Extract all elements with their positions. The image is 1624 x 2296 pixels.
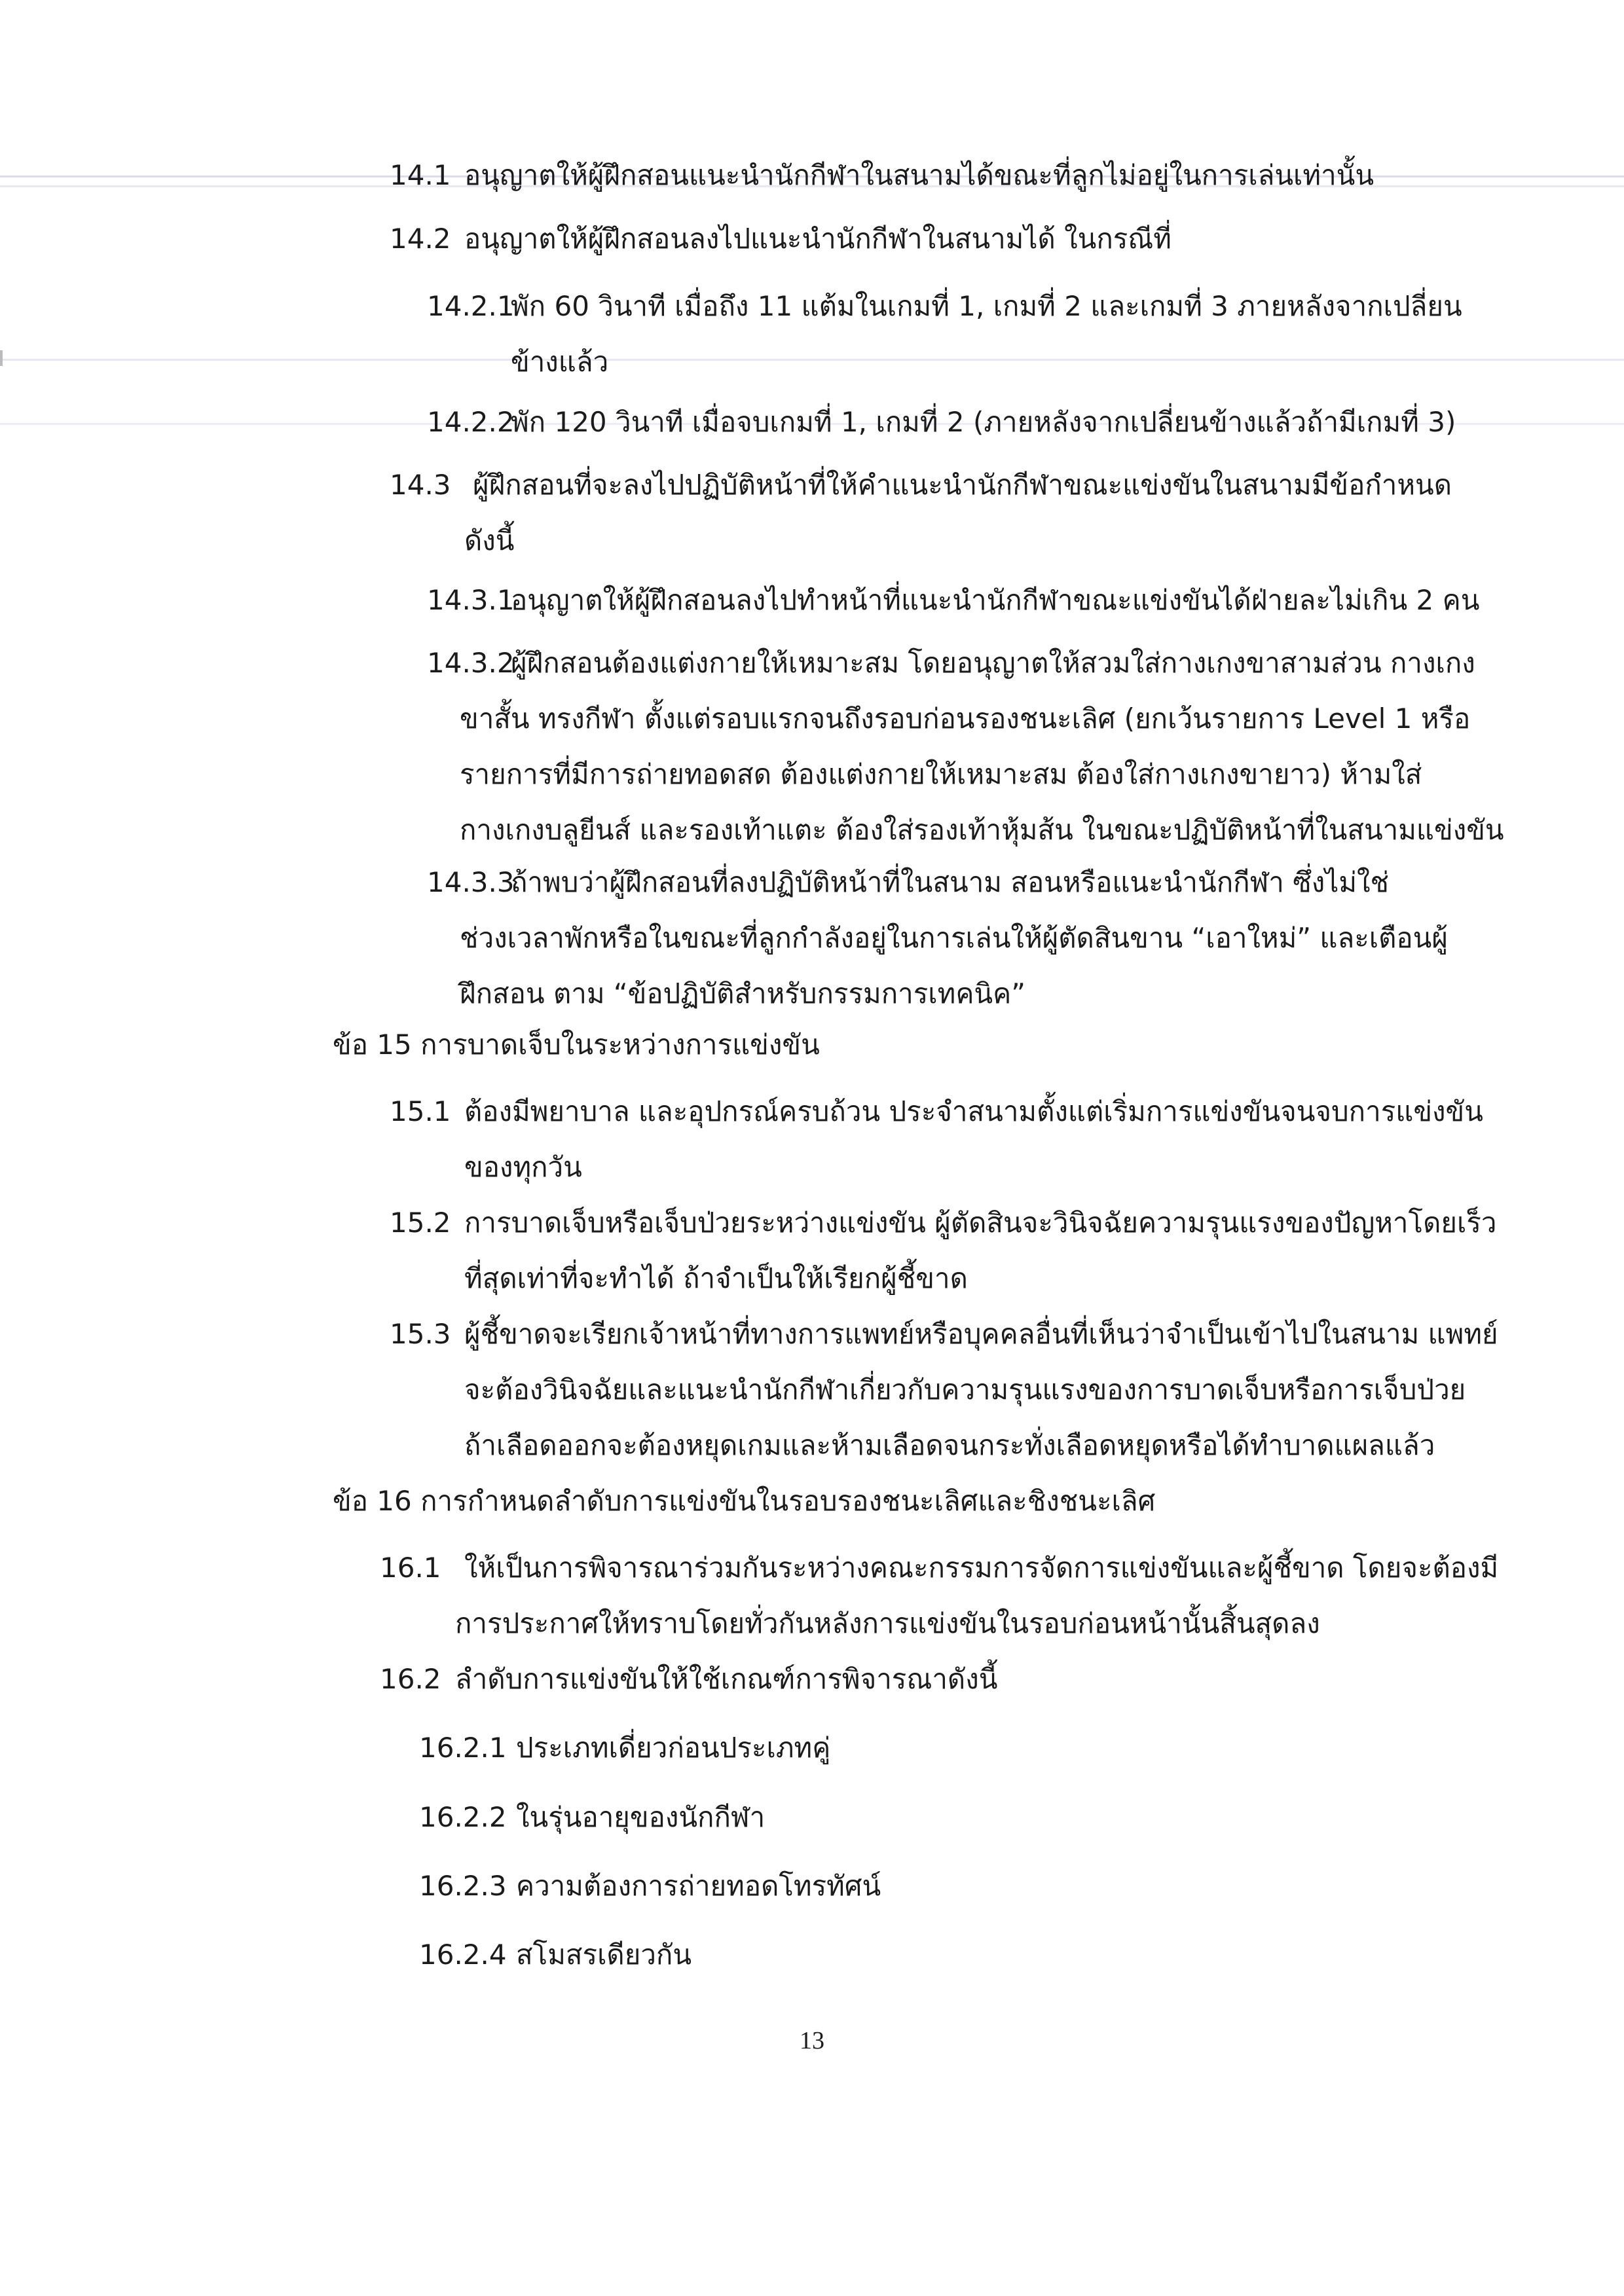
article-16-heading [333, 1473, 1446, 1529]
section-15-3 [390, 1306, 1498, 1473]
section-text-line: ที่สุดเท่าที่จะทำได้ ถ้าจำเป็นให้เรียกผู้ชี้ขาด [464, 1262, 968, 1294]
section-text-line: ช่วงเวลาพักหรือในขณะที่ลูกกำลังอยู่ในการเล่นให้ผู้ตัดสินขาน “เอาใหม่” และเตือนผู้ [460, 922, 1448, 954]
section-16-2-1 [419, 1720, 1401, 1776]
article-heading-text: ข้อ 15 การบาดเจ็บในระหว่างการแข่งขัน [333, 1029, 820, 1061]
section-14-2 [390, 211, 1346, 266]
section-number: 15.2 [390, 1207, 451, 1239]
section-text-line: ฝึกสอน ตาม “ข้อปฏิบัติสำหรับกรรมการเทคนิค” [460, 977, 1025, 1010]
section-number: 15.3 [390, 1318, 451, 1350]
page-number: 13 [800, 2027, 824, 2054]
section-text: ลำดับการแข่งขันให้ใช้เกณฑ์การพิจารณาดังนี้ [455, 1663, 998, 1695]
section-text: อนุญาตให้ผู้ฝึกสอนลงไปแนะนำนักกีฬาในสนามได้ ในกรณีที่ [464, 223, 1172, 255]
section-text-line: ให้เป็นการพิจารณาร่วมกันระหว่างคณะกรรมการจัดการแข่งขันและผู้ชี้ขาด โดยจะต้องมี [464, 1552, 1499, 1584]
section-number: 16.2.4 [419, 1939, 507, 1971]
section-14-1 [390, 147, 1375, 203]
section-text-line: จะต้องวินิจฉัยและแนะนำนักกีฬาเกี่ยวกับความรุนแรงของการบาดเจ็บหรือการเจ็บป่วย [464, 1374, 1466, 1406]
section-text-line: รายการที่มีการถ่ายทอดสด ต้องแต่งกายให้เหมาะสม ต้องใส่กางเกงขายาว) ห้ามใส่ [460, 758, 1422, 790]
section-number: 15.1 [390, 1095, 451, 1127]
section-14-2-2 [427, 394, 1475, 450]
section-text: อนุญาตให้ผู้ฝึกสอนลงไปทำหน้าที่แนะนำนักกีฬาขณะแข่งขันได้ฝ่ายละไม่เกิน 2 คน [511, 584, 1480, 616]
section-number: 14.2.2 [427, 406, 515, 438]
section-text-line: การประกาศให้ทราบโดยทั่วกันหลังการแข่งขันในรอบก่อนหน้านั้นสิ้นสุดลง [455, 1607, 1320, 1639]
section-text-line: ผู้ชี้ขาดจะเรียกเจ้าหน้าที่ทางการแพทย์หรือบุคคลอื่นที่เห็นว่าจำเป็นเข้าไปในสนาม แพทย์ [464, 1318, 1498, 1350]
section-text-line: ดังนี้ [464, 524, 515, 556]
section-text: ความต้องการถ่ายทอดโทรทัศน์ [516, 1870, 881, 1902]
section-text-line: ผู้ฝึกสอนที่จะลงไปปฏิบัติหน้าที่ให้คำแนะนำนักกีฬาขณะแข่งขันในสนามมีข้อกำหนด [473, 469, 1452, 501]
section-text-line: ต้องมีพยาบาล และอุปกรณ์ครบถ้วน ประจำสนามตั้งแต่เริ่มการแข่งขันจนจบการแข่งขัน [464, 1095, 1483, 1127]
section-text-line: ของทุกวัน [464, 1151, 582, 1183]
section-text-line: ผู้ฝึกสอนต้องแต่งกายให้เหมาะสม โดยอนุญาตให้สวมใส่กางเกงขาสามส่วน กางเกง [511, 647, 1475, 679]
section-number: 14.3 [390, 469, 451, 501]
section-text-line: การบาดเจ็บหรือเจ็บป่วยระหว่างแข่งขัน ผู้ตัดสินจะวินิจฉัยความรุนแรงของปัญหาโดยเร็ว [464, 1207, 1497, 1239]
section-text-line: ข้างแล้ว [511, 346, 609, 378]
section-text-line: พัก 60 วินาที เมื่อถึง 11 แต้มในเกมที่ 1, เกมที่ 2 และเกมที่ 3 ภายหลังจากเปลี่ยน [511, 290, 1462, 322]
section-number: 14.3.2 [427, 647, 515, 679]
section-number: 16.2 [380, 1663, 441, 1695]
section-14-2-1 [427, 278, 1475, 390]
section-number: 16.2.3 [419, 1870, 507, 1902]
section-text-line: กางเกงบลูยีนส์ และรองเท้าแตะ ต้องใส่รองเท้าหุ้มส้น ในขณะปฏิบัติหน้าที่ในสนามแข่งขัน [460, 814, 1504, 846]
section-number: 14.3.3 [427, 866, 515, 898]
section-number: 14.2.1 [427, 290, 515, 322]
section-15-1 [390, 1084, 1483, 1195]
article-heading-text: ข้อ 16 การกำหนดลำดับการแข่งขันในรอบรองชนะเลิศและชิงชนะเลิศ [333, 1485, 1156, 1517]
section-number: 16.2.2 [419, 1801, 507, 1833]
section-text: อนุญาตให้ผู้ฝึกสอนแนะนำนักกีฬาในสนามได้ขณะที่ลูกไม่อยู่ในการเล่นเท่านั้น [464, 159, 1375, 191]
section-14-3 [390, 457, 1477, 568]
section-text: สโมสรเดียวกัน [516, 1939, 692, 1971]
section-text: ประเภทเดี่ยวก่อนประเภทคู่ [516, 1732, 831, 1764]
section-14-3-1 [427, 572, 1480, 628]
section-16-2-3 [419, 1858, 1401, 1914]
section-number: 14.1 [390, 159, 451, 191]
section-number: 14.3.1 [427, 584, 515, 616]
section-text-line: ถ้าเลือดออกจะต้องหยุดเกมและห้ามเลือดจนกระทั่งเลือดหยุดหรือได้ทำบาดแผลแล้ว [464, 1429, 1435, 1461]
section-text: ในรุ่นอายุของนักกีฬา [516, 1801, 766, 1833]
section-number: 14.2 [390, 223, 451, 255]
section-16-2-4 [419, 1927, 1401, 1982]
section-number: 16.2.1 [419, 1732, 507, 1764]
section-text: พัก 120 วินาที เมื่อจบเกมที่ 1, เกมที่ 2 (ภายหลังจากเปลี่ยนข้างแล้วถ้ามีเกมที่ 3) [511, 406, 1456, 438]
article-15-heading [333, 1017, 1446, 1072]
section-16-1 [380, 1540, 1499, 1651]
section-text-line: ถ้าพบว่าผู้ฝึกสอนที่ลงปฏิบัติหน้าที่ในสนาม สอนหรือแนะนำนักกีฬา ซึ่งไม่ใช่ [511, 866, 1390, 898]
section-15-2 [390, 1195, 1497, 1306]
section-16-2-2 [419, 1789, 1401, 1845]
section-14-3-2 [427, 635, 1504, 858]
section-14-3-3 [427, 854, 1475, 1021]
section-number: 16.1 [380, 1552, 441, 1584]
section-16-2 [380, 1651, 1467, 1707]
scan-edge-mark [0, 350, 3, 366]
section-text-line: ขาสั้น ทรงกีฬา ตั้งแต่รอบแรกจนถึงรอบก่อนรองชนะเลิศ (ยกเว้นรายการ Level 1 หรือ [460, 702, 1471, 735]
